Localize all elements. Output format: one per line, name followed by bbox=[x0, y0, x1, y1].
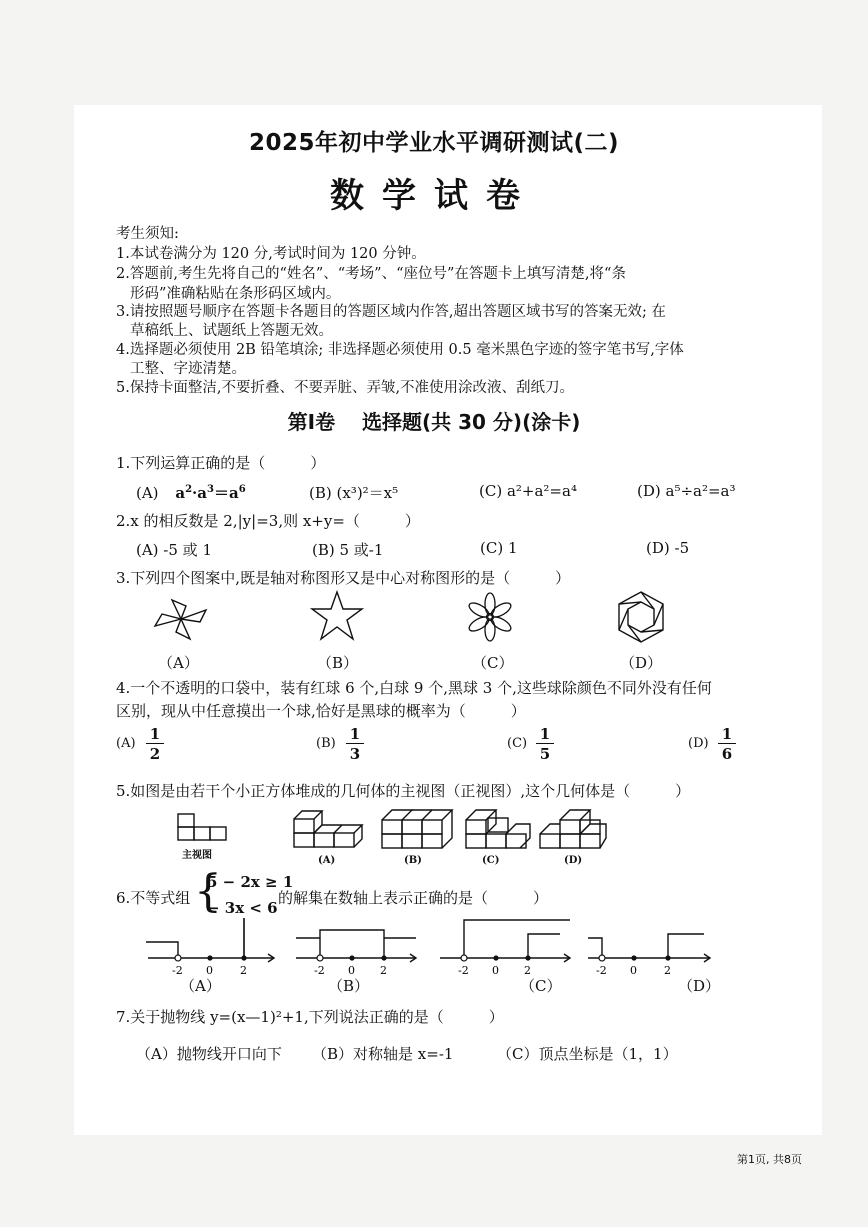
q1-option-c: (C) a²+a²=a⁴ bbox=[479, 482, 577, 500]
question-2-stem: 2.x 的相反数是 2,|y|=3,则 x+y=（ ） bbox=[116, 512, 420, 530]
notice-line: 3.请按照题号顺序在答题卡各题目的答题区域内作答,超出答题区域书写的答案无效; 在 bbox=[116, 304, 666, 320]
notice-heading: 考生须知: bbox=[116, 226, 179, 242]
q4-option-a-label: (A) bbox=[116, 736, 136, 751]
tick-label: 2 bbox=[664, 964, 671, 977]
q5-label-c: (C) bbox=[482, 855, 500, 866]
q2-option-d: (D) -5 bbox=[646, 539, 690, 557]
cube-figure-a bbox=[292, 805, 364, 851]
flower-figure bbox=[464, 590, 516, 644]
q3-label-a: （A） bbox=[158, 654, 199, 672]
q4-option-a-fraction: $\frac{1}{2}$ bbox=[146, 725, 164, 764]
pinwheel-figure bbox=[150, 596, 212, 642]
q1-option-b: (B) (x³)²＝x⁵ bbox=[309, 484, 399, 502]
q2-option-a: (A) -5 或 1 bbox=[136, 541, 212, 559]
main-view-label: 主视图 bbox=[182, 850, 212, 861]
cube-figure-d bbox=[536, 800, 608, 852]
inequality-1: 5 − 2x ≥ 1 bbox=[207, 873, 294, 891]
tick-label: -2 bbox=[596, 964, 607, 977]
q2-option-c: (C) 1 bbox=[480, 539, 518, 557]
question-6-suffix: 的解集在数轴上表示正确的是（ ） bbox=[278, 889, 549, 907]
exam-title: 2025年初中学业水平调研测试(二) bbox=[248, 130, 620, 156]
q4-option-d-fraction: $\frac{1}{6}$ bbox=[718, 725, 736, 764]
q3-label-c: （C） bbox=[472, 654, 514, 672]
notice-line: 5.保持卡面整洁,不要折叠、不要弄脏、弄皱,不准使用涂改液、刮纸刀。 bbox=[116, 380, 575, 396]
q5-label-d: (D) bbox=[564, 855, 583, 866]
q6-label-a: （A） bbox=[180, 977, 221, 995]
q5-label-a: (A) bbox=[318, 855, 336, 866]
notice-line: 工整、字迹清楚。 bbox=[130, 361, 246, 377]
q4-option-c-label: (C) bbox=[507, 736, 528, 751]
q6-label-d: （D） bbox=[678, 977, 721, 995]
notice-line: 4.选择题必须使用 2B 铅笔填涂; 非选择题必须使用 0.5 毫米黑色字迹的签字笔书写,字体 bbox=[116, 342, 684, 358]
star-figure bbox=[309, 590, 365, 642]
tick-label: 2 bbox=[380, 964, 387, 977]
tick-label: -2 bbox=[314, 964, 325, 977]
tick-label: 0 bbox=[348, 964, 355, 977]
notice-line: 1.本试卷满分为 120 分,考试时间为 120 分钟。 bbox=[116, 246, 426, 262]
question-7-stem: 7.关于抛物线 y=(x—1)²+1,下列说法正确的是（ ） bbox=[116, 1008, 504, 1026]
page-number: 第1页, 共8页 bbox=[737, 1153, 802, 1166]
question-4-stem-line1: 4.一个不透明的口袋中，装有红球 6 个,白球 9 个,黑球 3 个,这些球除颜色不同外没有任何 bbox=[116, 679, 712, 697]
q7-option-b: （B）对称轴是 x=-1 bbox=[312, 1045, 454, 1063]
q2-option-b: (B) 5 或-1 bbox=[312, 541, 384, 559]
tick-label: 2 bbox=[240, 964, 247, 977]
q4-option-d-label: (D) bbox=[688, 736, 709, 751]
number-line-d bbox=[584, 916, 718, 978]
tick-label: 2 bbox=[524, 964, 531, 977]
notice-line: 2.答题前,考生先将自己的“姓名”、“考场”、“座位号”在答题卡上填写清楚,将“条 bbox=[116, 266, 626, 282]
question-1-stem: 1.下列运算正确的是（ ） bbox=[116, 454, 326, 472]
subject-title: 数学试卷 bbox=[330, 176, 538, 216]
q7-option-a: （A）抛物线开口向下 bbox=[136, 1045, 282, 1063]
number-line-c bbox=[436, 916, 576, 978]
q1-option-d: (D) a⁵÷a²=a³ bbox=[637, 482, 736, 500]
tick-label: -2 bbox=[172, 964, 183, 977]
cube-figure-b bbox=[378, 800, 456, 852]
number-line-b bbox=[292, 916, 422, 978]
q4-option-c-fraction: $\frac{1}{5}$ bbox=[536, 725, 554, 764]
q3-label-b: （B） bbox=[317, 654, 359, 672]
notice-line: 形码”准确粘贴在条形码区域内。 bbox=[130, 286, 341, 302]
tick-label: -2 bbox=[458, 964, 469, 977]
inequality-2: − 3x < 6 bbox=[207, 899, 278, 917]
question-3-stem: 3.下列四个图案中,既是轴对称图形又是中心对称图形的是（ ） bbox=[116, 569, 571, 587]
cube-figure-c bbox=[462, 800, 534, 852]
tick-label: 0 bbox=[206, 964, 213, 977]
main-view-figure bbox=[176, 812, 230, 842]
q5-label-b: (B) bbox=[404, 855, 422, 866]
notice-line: 草稿纸上、试题纸上答题无效。 bbox=[130, 323, 333, 339]
q4-option-b-fraction: $\frac{1}{3}$ bbox=[346, 725, 364, 764]
tick-label: 0 bbox=[630, 964, 637, 977]
q3-label-d: （D） bbox=[620, 654, 663, 672]
q6-label-b: （B） bbox=[328, 977, 370, 995]
q4-option-b-label: (B) bbox=[316, 736, 336, 751]
tick-label: 0 bbox=[492, 964, 499, 977]
q6-label-c: （C） bbox=[520, 977, 562, 995]
question-4-stem-line2: 区别，现从中任意摸出一个球,恰好是黑球的概率为（ ） bbox=[116, 702, 526, 720]
section-title: 第Ⅰ卷 选择题(共 30 分)(涂卡) bbox=[287, 410, 581, 434]
question-6-prefix: 6.不等式组 bbox=[116, 889, 191, 907]
question-5-stem: 5.如图是由若干个小正方体堆成的几何体的主视图（正视图）,这个几何体是（ ） bbox=[116, 782, 691, 800]
system-brace: { bbox=[194, 866, 222, 917]
hexagon-figure bbox=[613, 590, 669, 644]
q1-option-a: (A) $a^2\cdot a^3=a^6$ bbox=[136, 484, 246, 502]
number-line-a bbox=[140, 916, 280, 978]
q7-option-c: （C）顶点坐标是（1，1） bbox=[497, 1045, 678, 1063]
